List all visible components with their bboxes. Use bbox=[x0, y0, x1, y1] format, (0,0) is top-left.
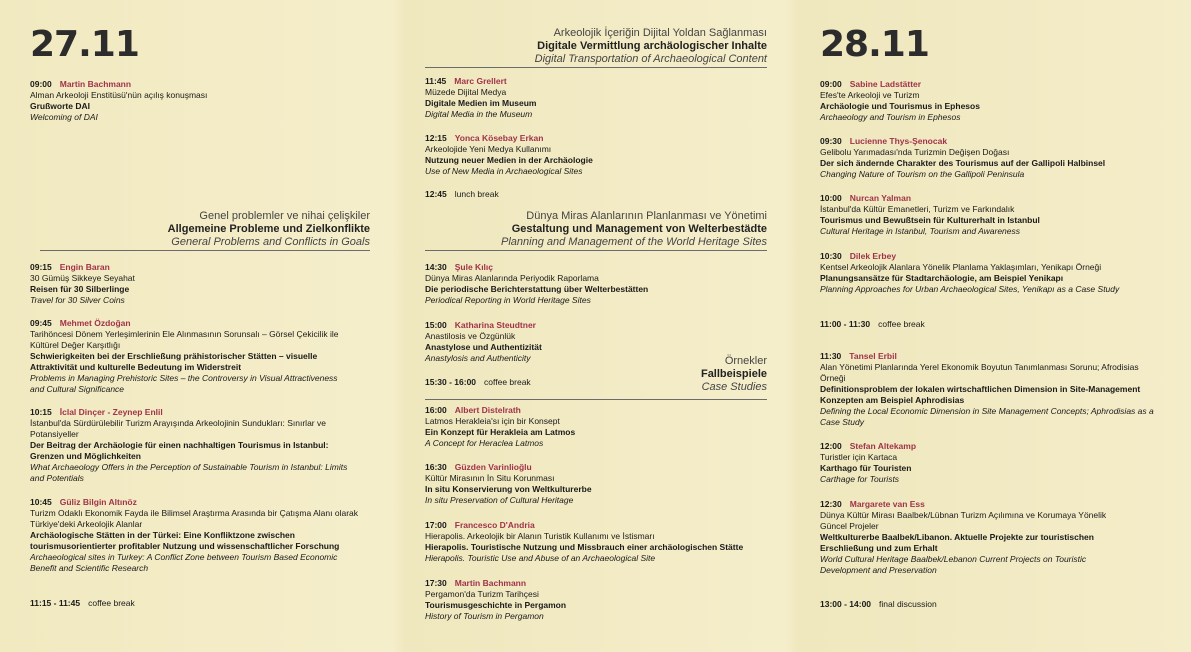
section-title-en: Case Studies bbox=[701, 381, 767, 393]
event-title-de: Ein Konzept für Herakleia am Latmos bbox=[425, 427, 576, 437]
event-speaker: İclal Dinçer - Zeynep Enlil bbox=[59, 407, 163, 417]
event-item bbox=[820, 193, 1165, 237]
break-time: 11:00 - 11:30 bbox=[820, 319, 871, 329]
event-title-tr: Efes'te Arkeoloji ve Turizm bbox=[820, 90, 920, 100]
event-title-tr: İstanbul'da Sürdürülebilir Turizm Arayışında Arkeolojinin Sundukları: Sınırlar ve Potansiyeller bbox=[30, 418, 326, 439]
event-speaker: Sabine Ladstätter bbox=[849, 79, 922, 89]
event-title-de: Anastylose und Authentizität bbox=[425, 342, 542, 352]
event-item bbox=[820, 441, 1160, 485]
section-header-general-problems bbox=[40, 210, 370, 251]
event-title-tr: Kültür Mirasının İn Situ Korunması bbox=[425, 473, 555, 483]
section-title-tr: Genel problemler ve nihai çelişkiler bbox=[199, 210, 370, 222]
event-time: 16:30 bbox=[425, 462, 447, 472]
section-title-en: Digital Transportation of Archaeological Content bbox=[534, 53, 767, 65]
event-item bbox=[425, 520, 770, 564]
event-time: 09:00 bbox=[820, 79, 842, 89]
column-day1-continued bbox=[425, 0, 770, 652]
event-title-en: Changing Nature of Tourism on the Gallipoli Peninsula bbox=[820, 169, 1025, 179]
section-rule bbox=[425, 250, 767, 251]
event-speaker: Francesco D'Andria bbox=[454, 520, 535, 530]
date-day2: 28.11 bbox=[820, 24, 929, 65]
event-title-de: Schwierigkeiten bei der Erschließung prähistorischer Stätten – visuelle Attraktivität und kulturelle Bedeutung im Widerstreit bbox=[30, 351, 318, 372]
event-title-tr: Latmos Herakleia'sı için bir Konsept bbox=[425, 416, 560, 426]
section-title-de: Allgemeine Probleme und Zielkonflikte bbox=[167, 223, 370, 235]
event-item bbox=[425, 320, 665, 364]
event-speaker: Nurcan Yalman bbox=[849, 193, 912, 203]
event-time: 12:30 bbox=[820, 499, 842, 509]
event-time: 10:15 bbox=[30, 407, 52, 417]
event-speaker: Yonca Kösebay Erkan bbox=[454, 133, 544, 143]
event-title-tr: Dünya Kültür Mirası Baalbek/Lübnan Turizm Açılımına ve Korumaya Yönelik Güncel Projeler bbox=[820, 510, 1107, 531]
event-item bbox=[820, 79, 1160, 123]
break-time: 15:30 - 16:00 bbox=[425, 377, 477, 387]
event-item bbox=[425, 578, 765, 622]
event-title-en: Planning Approaches for Urban Archaeological Sites, Yenikapı as a Case Study bbox=[820, 284, 1120, 294]
event-title-de: Der sich ändernde Charakter des Tourismus auf der Gallipoli Halbinsel bbox=[820, 158, 1106, 168]
coffee-break bbox=[30, 598, 135, 609]
event-time: 16:00 bbox=[425, 405, 447, 415]
event-time: 15:00 bbox=[425, 320, 447, 330]
event-title-tr: Dünya Miras Alanlarında Periyodik Raporlama bbox=[425, 273, 599, 283]
event-title-tr: Pergamon'da Turizm Tarihçesi bbox=[425, 589, 539, 599]
event-item bbox=[30, 497, 365, 574]
break-label: final discussion bbox=[879, 599, 937, 609]
event-title-en: In situ Preservation of Cultural Heritage bbox=[425, 495, 574, 505]
section-rule bbox=[425, 67, 767, 68]
event-title-en: Archaeology and Tourism in Ephesos bbox=[820, 112, 961, 122]
event-item bbox=[820, 136, 1165, 180]
event-title-tr: Tarihöncesi Dönem Yerleşimlerinin Ele Alınmasının Sorunsalı – Görsel Çekicilik ile Kültürel Değer Karşıtlığı bbox=[30, 329, 339, 350]
event-item bbox=[30, 407, 355, 484]
event-item bbox=[425, 462, 765, 506]
event-title-tr: Müzede Dijital Medya bbox=[425, 87, 507, 97]
event-title-en: Defining the Local Economic Dimension in Site Management Concepts; Aphrodisias as a Case Study bbox=[820, 406, 1154, 427]
event-time: 17:30 bbox=[425, 578, 447, 588]
event-title-en: History of Tourism in Pergamon bbox=[425, 611, 544, 621]
event-title-tr: Alan Yönetimi Planlarında Yerel Ekonomik Boyutun Tanımlanması Sorunu; Afrodisias Örneği bbox=[820, 362, 1139, 383]
event-time: 14:30 bbox=[425, 262, 447, 272]
event-time: 09:45 bbox=[30, 318, 52, 328]
event-title-de: Weltkulturerbe Baalbek/Libanon. Aktuelle Projekte zur touristischen Erschließung und zum Erhalt bbox=[820, 532, 1094, 553]
event-time: 10:30 bbox=[820, 251, 842, 261]
event-time: 10:00 bbox=[820, 193, 842, 203]
event-title-de: Definitionsproblem der lokalen wirtschaftlichen Dimension in Site-Management Konzepten am Beispiel Aphrodisias bbox=[820, 384, 1141, 405]
section-title-en: Planning and Management of the World Heritage Sites bbox=[501, 236, 767, 248]
event-item bbox=[820, 499, 1120, 576]
event-speaker: Engin Baran bbox=[59, 262, 110, 272]
event-item bbox=[820, 351, 1155, 428]
break-label: lunch break bbox=[454, 189, 499, 199]
event-time: 10:45 bbox=[30, 497, 52, 507]
section-title-tr: Arkeolojik İçeriğin Dijital Yoldan Sağlanması bbox=[553, 27, 767, 39]
section-title-tr: Dünya Miras Alanlarının Planlanması ve Yönetimi bbox=[526, 210, 767, 222]
event-opening bbox=[30, 79, 360, 123]
event-speaker: Albert Distelrath bbox=[454, 405, 521, 415]
final-discussion bbox=[820, 599, 937, 610]
event-time: 09:30 bbox=[820, 136, 842, 146]
event-title-de: Tourismusgeschichte in Pergamon bbox=[425, 600, 567, 610]
event-title-de: Hierapolis. Touristische Nutzung und Missbrauch einer archäologischen Stätte bbox=[425, 542, 744, 552]
event-title-tr: Anastilosis ve Özgünlük bbox=[425, 331, 516, 341]
event-title-de: Tourismus und Bewußtsein für Kulturerhalt in Istanbul bbox=[820, 215, 1040, 225]
event-speaker: Tansel Erbil bbox=[849, 351, 897, 361]
event-speaker: Mehmet Özdoğan bbox=[59, 318, 131, 328]
section-header-case-studies bbox=[647, 355, 767, 394]
event-time: 09:00 bbox=[30, 79, 52, 89]
event-time: 12:00 bbox=[820, 441, 842, 451]
event-title-en: Welcoming of DAI bbox=[30, 112, 98, 122]
lunch-break bbox=[425, 189, 499, 200]
event-speaker: Martin Bachmann bbox=[59, 79, 132, 89]
event-item bbox=[425, 76, 765, 120]
event-speaker: Katharina Steudtner bbox=[454, 320, 536, 330]
event-title-en: What Archaeology Offers in the Perception of Sustainable Tourism in Istanbul: Limits and Potentials bbox=[30, 462, 348, 483]
event-title-en: Problems in Managing Prehistoric Sites – the Controversy in Visual Attractiveness and Cultural Significance bbox=[30, 373, 338, 394]
event-title-tr: Gelibolu Yarımadası'nda Turizmin Değişen Doğası bbox=[820, 147, 1010, 157]
section-title-de: Digitale Vermittlung archäologischer Inhalte bbox=[537, 40, 767, 52]
event-speaker: Margarete van Ess bbox=[849, 499, 925, 509]
event-item bbox=[30, 262, 360, 306]
event-title-tr: Turistler için Kartaca bbox=[820, 452, 898, 462]
event-title-de: Grußworte DAI bbox=[30, 101, 90, 111]
section-rule bbox=[425, 399, 767, 400]
event-title-de: Planungsansätze für Stadtarchäologie, am Beispiel Yenikapı bbox=[820, 273, 1064, 283]
event-title-tr: Kentsel Arkeolojik Alanlara Yönelik Planlama Yaklaşımları, Yenikapı Örneği bbox=[820, 262, 1102, 272]
event-time: 11:45 bbox=[425, 76, 447, 86]
event-time: 12:15 bbox=[425, 133, 447, 143]
section-header-world-heritage bbox=[425, 210, 767, 251]
section-title-de: Gestaltung und Management von Welterbestädte bbox=[511, 223, 767, 235]
break-time: 12:45 bbox=[425, 189, 447, 199]
section-header-digital bbox=[425, 27, 767, 68]
break-label: coffee break bbox=[878, 319, 925, 329]
event-title-de: Digitale Medien im Museum bbox=[425, 98, 537, 108]
event-title-en: Anastylosis and Authenticity bbox=[425, 353, 531, 363]
event-title-en: Cultural Heritage in Istanbul, Tourism and Awareness bbox=[820, 226, 1021, 236]
event-title-en: Carthage for Tourists bbox=[820, 474, 900, 484]
section-title-tr: Örnekler bbox=[724, 355, 767, 367]
event-speaker: Lucienne Thys-Şenocak bbox=[849, 136, 948, 146]
break-time: 13:00 - 14:00 bbox=[820, 599, 872, 609]
section-title-de: Fallbeispiele bbox=[700, 368, 767, 380]
event-title-de: Archäologie und Tourismus in Ephesos bbox=[820, 101, 980, 111]
event-title-en: Hierapolis. Touristic Use and Abuse of an Archaeological Site bbox=[425, 553, 656, 563]
event-title-de: Die periodische Berichterstattung über Welterbestätten bbox=[425, 284, 649, 294]
coffee-break bbox=[425, 377, 531, 388]
event-speaker: Güliz Bilgin Altınöz bbox=[59, 497, 137, 507]
event-speaker: Stefan Altekamp bbox=[849, 441, 917, 451]
event-title-en: Archaeological sites in Turkey: A Conflict Zone between Tourism Based Economic Benefit and Scientific Research bbox=[30, 552, 338, 573]
event-speaker: Martin Bachmann bbox=[454, 578, 527, 588]
event-item bbox=[820, 251, 1165, 295]
event-title-en: Periodical Reporting in World Heritage Sites bbox=[425, 295, 591, 305]
event-title-tr: 30 Gümüş Sikkeye Seyahat bbox=[30, 273, 135, 283]
date-day1: 27.11 bbox=[30, 24, 139, 65]
event-time: 11:30 bbox=[820, 351, 842, 361]
event-time: 09:15 bbox=[30, 262, 52, 272]
column-day1 bbox=[30, 0, 370, 652]
event-item bbox=[425, 262, 765, 306]
event-speaker: Marc Grellert bbox=[454, 76, 507, 86]
event-title-tr: Hierapolis. Arkeolojik bir Alanın Turistik Kullanımı ve İstismarı bbox=[425, 531, 655, 541]
event-speaker: Dilek Erbey bbox=[849, 251, 897, 261]
event-title-tr: Alman Arkeoloji Enstitüsü'nün açılış konuşması bbox=[30, 90, 208, 100]
event-title-de: Archäologische Stätten in der Türkei: Eine Konfliktzone zwischen tourismusorientierter profitabler Nutzung und wissenschaftlicher Forschung bbox=[30, 530, 340, 551]
break-label: coffee break bbox=[88, 598, 135, 608]
event-title-tr: İstanbul'da Kültür Emanetleri, Turizm ve Farkındalık bbox=[820, 204, 1015, 214]
section-rule bbox=[40, 250, 370, 251]
event-title-de: Karthago für Touristen bbox=[820, 463, 912, 473]
break-time: 11:15 - 11:45 bbox=[30, 598, 81, 608]
event-title-en: World Cultural Heritage Baalbek/Lebanon Current Projects on Touristic Development and Preservation bbox=[820, 554, 1087, 575]
event-title-tr: Turizm Odaklı Ekonomik Fayda ile Bilimsel Araştırma Arasında bir Çatışma Alanı olarak Türkiye'deki Arkeolojik Alanlar bbox=[30, 508, 358, 529]
event-time: 17:00 bbox=[425, 520, 447, 530]
column-day2 bbox=[820, 0, 1160, 652]
event-title-en: Use of New Media in Archaeological Sites bbox=[425, 166, 583, 176]
event-title-en: Digital Media in the Museum bbox=[425, 109, 533, 119]
event-item bbox=[425, 405, 765, 449]
coffee-break bbox=[820, 319, 925, 330]
event-speaker: Şule Kılıç bbox=[454, 262, 494, 272]
section-title-en: General Problems and Conflicts in Goals bbox=[171, 236, 370, 248]
event-title-en: Travel for 30 Silver Coins bbox=[30, 295, 125, 305]
event-title-en: A Concept for Heraclea Latmos bbox=[425, 438, 544, 448]
break-label: coffee break bbox=[484, 377, 531, 387]
event-title-de: Reisen für 30 Silberlinge bbox=[30, 284, 130, 294]
event-title-de: In situ Konservierung von Weltkulturerbe bbox=[425, 484, 592, 494]
event-speaker: Güzden Varinlioğlu bbox=[454, 462, 532, 472]
event-title-de: Der Beitrag der Archäologie für einen nachhaltigen Tourismus in Istanbul: Grenzen und Möglichkeiten bbox=[30, 440, 329, 461]
event-item bbox=[425, 133, 765, 177]
event-title-de: Nutzung neuer Medien in der Archäologie bbox=[425, 155, 593, 165]
event-title-tr: Arkeolojide Yeni Medya Kullanımı bbox=[425, 144, 552, 154]
event-item bbox=[30, 318, 350, 395]
